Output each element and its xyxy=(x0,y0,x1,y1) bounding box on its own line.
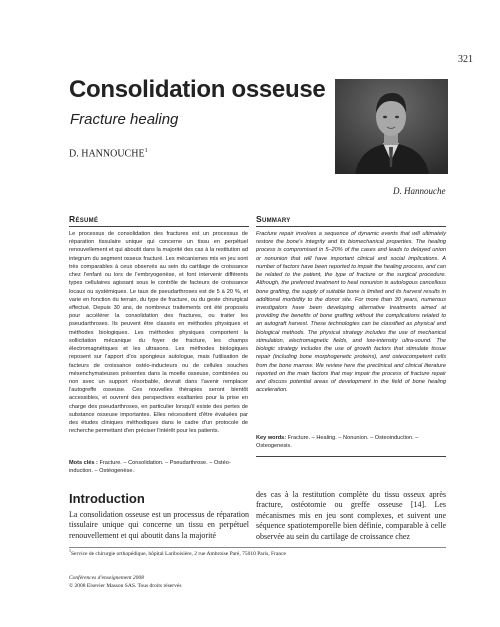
summary-heading-rule xyxy=(256,226,446,227)
summary-keywords-list: Fracture. – Healing. – Nonunion. – Osteoinduction. – Osteogenesis. xyxy=(256,435,419,450)
introduction-heading: Introduction xyxy=(69,491,145,506)
resume-keywords-list: Fracture. – Consolidation. – Pseudarthrose. – Ostéo-induction. – Ostéogenèse. xyxy=(69,460,231,475)
author-name: D. HANNOUCHE xyxy=(69,148,145,160)
journal-name: Conférences d'enseignement 2008 xyxy=(69,575,144,581)
author-portrait-image xyxy=(335,79,448,174)
resume-heading-rule xyxy=(69,226,249,227)
author-photo xyxy=(335,79,448,174)
photo-caption: D. Hannouche xyxy=(393,186,446,196)
affiliation-footnote xyxy=(69,548,286,557)
resume-keywords-label: Mots clés : xyxy=(69,460,98,466)
resume-keywords xyxy=(69,459,248,475)
footnote-mark: 1 xyxy=(69,548,71,553)
resume-text: Le processus de consolidation des fractures est un processus de réparation tissulaire unique qui concerne un tissu en perpétuel renouvellement et qui aboutit dans la majorité des cas à la restitution ad integrum du segment osseux fracturé. Les mécanismes mis en jeu sont très comparables à ceux observés au sein du cartilage de croissance chez l'enfant ou lors de l'embryogenèse, et font intervenir différents types cellulaires agissant sous le contrôle de facteurs de croissance locaux ou systémiques. Le taux de pseudarthroses est de 5 à 20 %, et varie en fonction du terrain, du type de fracture, ou du geste chirurgical effectué. Depuis 30 ans, de nombreux traitements ont été proposés pour accélérer la consolidation des fractures, ou traiter les pseudarthroses. Ils peuvent être classés en méthodes physiques et méthodes biologiques. Les méthodes physiques comportent la sollicitation mécanique du foyer de fracture, les champs électromagnétiques et les ultrasons. Les méthodes biologiques reposent sur l'apport d'os spongieux autologue, mais l'utilisation de facteurs de croissance ostéo-inducteurs ou de cellules souches mésenchymateuses présentes dans la moelle osseuse, combinées ou non avec un support résorbable, devrait dans l'avenir remplacer l'autogreffe osseuse. Ces nouvelles thérapies seront bientôt accessibles, et ouvrent des perspectives exaltantes pour la prise en charge des pseudarthroses, en particulier lorsqu'il existe des pertes de substance osseuse importantes. Elles nécessitent d'être évaluées par des études cliniques méthodiques dans le cadre d'un protocole de recherche permettant d'en préciser l'intérêt pour les patients. xyxy=(69,231,248,435)
copyright-notice: © 2008 Elsevier Masson SAS. Tous droits réservés xyxy=(69,583,182,589)
resume-heading: Résumé xyxy=(69,214,99,224)
footnote-text: Service de chirurgie orthopédique, hôpital Lariboisière, 2 rue Ambroise Paré, 75010 Paris, France xyxy=(71,550,286,557)
article-subtitle: Fracture healing xyxy=(70,111,179,128)
author-line xyxy=(69,148,148,159)
summary-keywords-label: Key words: xyxy=(256,435,287,441)
summary-text: Fracture repair involves a sequence of dynamic events that will ultimately restore the bone's integrity and its biomechanical properties. The healing process is compromised in 5–20% of the cases and leads to delayed union or nonunion that will have important clinical and social implications. A number of factors have been reported to impair the healing process, and can be related to the patient, the type of fracture or the surgical procedure. Although, the preferred treatment to heal nonunion is autologous cancellous bone grafting, the supply of suitable bone is limited and its harvest results in additional morbidity to the donor site. For more than 30 years, numerous investigators have been developing alternative treatments aimed at providing the benefits of bone grafting without the complications related to an autograft harvest. These technologies can be classified as physical and biological methods. The physical strategy includes the use of mechanical stimulation, electromagnetic fields, and low-intensity ultra-sound. The biologic strategy includes the use of growth factors that stimulate tissue repair (including bone morphogenetic proteins), and osteocompetent cells from the bone marrow. We review here the preclinical and clinical literature reported on the main factors that may impair the process of fracture repair and discuss potential areas of development in the field of bone healing acceleration. xyxy=(256,231,446,394)
page-number: 321 xyxy=(458,54,473,65)
author-affiliation-mark: 1 xyxy=(144,148,148,154)
summary-keywords-rule xyxy=(256,456,446,457)
introduction-paragraph-right: des cas à la restitution complète du tissu osseux après fracture, ostéotomie ou greffe osseuse [14]. Les mécanismes mis en jeu sont complexes, et suivent une séquence spatiotemporelle bien définie, comparable à celle observée au sein du cartilage de croissance chez xyxy=(256,490,446,541)
article-title: Consolidation osseuse xyxy=(69,76,326,103)
summary-heading: Summary xyxy=(256,214,291,224)
introduction-paragraph-left: La consolidation osseuse est un processus de réparation tissulaire unique qui concerne un tissu en perpétuel renouvellement et qui aboutit dans la majorité xyxy=(69,510,249,540)
summary-keywords xyxy=(256,434,446,450)
